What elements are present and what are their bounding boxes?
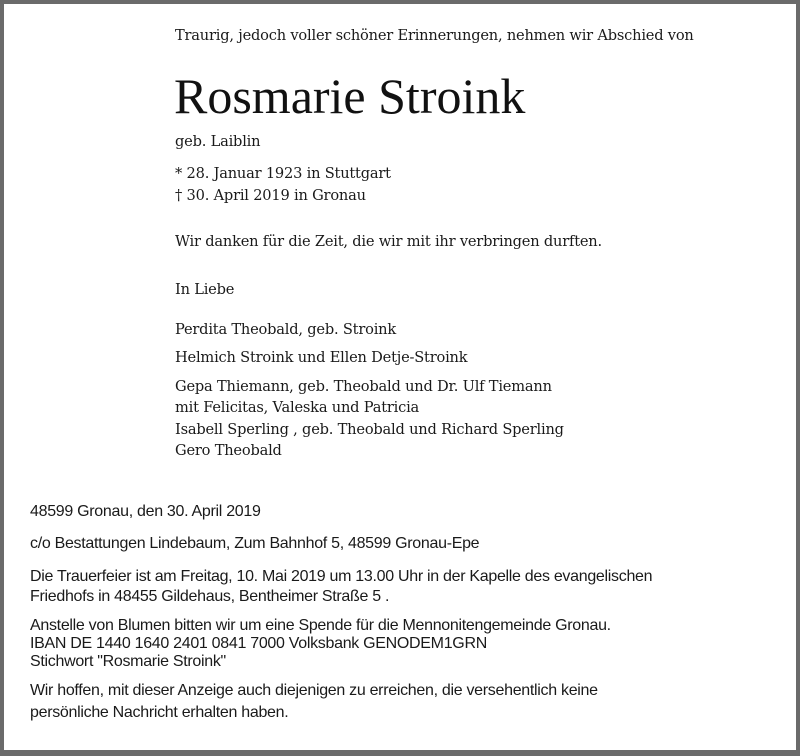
donation-line: Anstelle von Blumen bitten wir um eine Spende für die Mennonitengemeinde Gronau.	[30, 617, 611, 634]
thanks-text: Wir danken für die Zeit, die wir mit ihr verbringen durften.	[175, 233, 602, 250]
ceremony-line: Die Trauerfeier ist am Freitag, 10. Mai 2019 um 13.00 Uhr in der Kapelle des evangelischen	[30, 568, 653, 585]
funeral-home-address: c/o Bestattungen Lindebaum, Zum Bahnhof 5, 48599 Gronau-Epe	[30, 535, 480, 552]
mourner-line: Isabell Sperling , geb. Theobald und Richard Sperling	[175, 421, 564, 438]
birth-date: * 28. Januar 1923 in Stuttgart	[175, 165, 391, 182]
deceased-name: Rosmarie Stroink	[174, 68, 526, 124]
note-line: persönliche Nachricht erhalten haben.	[30, 704, 289, 721]
donation-iban: IBAN DE 1440 1640 2401 0841 7000 Volksbank GENODEM1GRN	[30, 635, 487, 652]
mourner-line: Gero Theobald	[175, 442, 282, 459]
birth-name: geb. Laiblin	[175, 133, 261, 150]
closing-text: In Liebe	[175, 281, 235, 298]
note-line: Wir hoffen, mit dieser Anzeige auch diejenigen zu erreichen, die versehentlich keine	[30, 682, 598, 699]
ceremony-line: Friedhofs in 48455 Gildehaus, Bentheimer Straße 5 .	[30, 588, 390, 605]
intro-text: Traurig, jedoch voller schöner Erinnerungen, nehmen wir Abschied von	[175, 27, 694, 44]
mourner-line: mit Felicitas, Valeska und Patricia	[175, 399, 420, 416]
donation-keyword: Stichwort "Rosmarie Stroink"	[30, 653, 226, 670]
mourner-line: Gepa Thiemann, geb. Theobald und Dr. Ulf Tiemann	[175, 378, 552, 395]
obituary-notice	[4, 4, 796, 750]
death-date: † 30. April 2019 in Gronau	[175, 187, 366, 204]
mourner-line: Helmich Stroink und Ellen Detje-Stroink	[175, 349, 468, 366]
mourner-line: Perdita Theobald, geb. Stroink	[175, 321, 397, 338]
place-date: 48599 Gronau, den 30. April 2019	[30, 503, 261, 520]
